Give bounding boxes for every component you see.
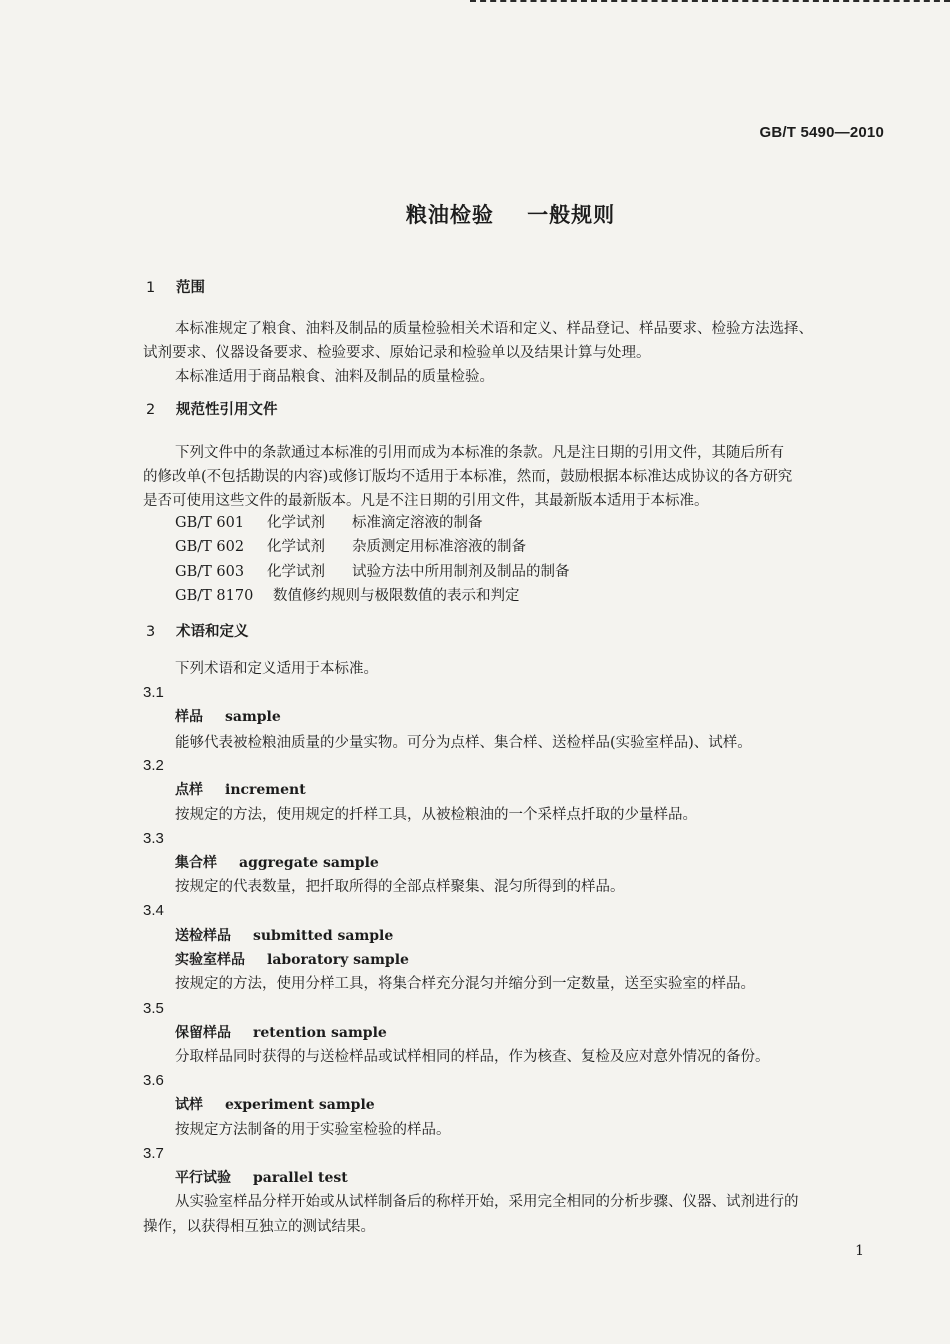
document-title: 粮油检验 一般规则 (405, 203, 616, 227)
term-zh: 样品 (175, 709, 203, 725)
term-heading (175, 854, 379, 872)
section-title: 范围 (176, 280, 205, 296)
term-en: submitted sample (253, 928, 394, 944)
clause-number: 3.4 (143, 902, 164, 919)
term-en: increment (225, 782, 306, 798)
term-heading (175, 1169, 348, 1187)
page-number: 1 (855, 1243, 864, 1259)
clause-number: 3.2 (143, 757, 164, 774)
term-zh: 点样 (175, 782, 203, 798)
term-definition: 按规定的方法，使用规定的扦样工具，从被检粮油的一个采样点扦取的少量样品。 (175, 807, 697, 823)
term-definition: 分取样品同时获得的与送检样品或试样相同的样品，作为核查、复检及应对意外情况的备份。 (175, 1049, 770, 1065)
refs-intro-line: 下列文件中的条款通过本标准的引用而成为本标准的条款。凡是注日期的引用文件，其随后所有 (175, 445, 784, 461)
term-definition: 从实验室样品分样开始或从试样制备后的称样开始，采用完全相同的分析步骤、仪器、试剂进行的 (175, 1194, 799, 1210)
term-definition: 按规定的代表数量，把扦取所得的全部点样聚集、混匀所得到的样品。 (175, 879, 625, 895)
reference-code: GB/T 601 (175, 515, 245, 531)
term-zh: 集合样 (175, 855, 217, 871)
refs-intro-line: 是否可使用这些文件的最新版本。凡是不注日期的引用文件，其最新版本适用于本标准。 (143, 493, 709, 509)
section-number: 1 (146, 280, 156, 296)
reference-title: 数值修约规则与极限数值的表示和判定 (273, 588, 520, 604)
reference-code: GB/T 603 (175, 564, 245, 580)
clause-number: 3.3 (143, 830, 164, 847)
term-zh: 实验室样品 (175, 952, 245, 968)
reference-code: GB/T 602 (175, 539, 245, 555)
term-en: parallel test (253, 1170, 348, 1186)
scope-paragraph-line: 试剂要求、仪器设备要求、检验要求、原始记录和检验单以及结果计算与处理。 (143, 345, 651, 361)
term-zh: 平行试验 (175, 1170, 231, 1186)
standard-code: GB/T 5490—2010 (759, 124, 884, 141)
term-definition: 操作，以获得相互独立的测试结果。 (143, 1219, 375, 1235)
section-number: 2 (146, 402, 156, 418)
term-heading (175, 1024, 387, 1042)
reference-title: 试验方法中所用制剂及制品的制备 (352, 564, 570, 580)
term-definition: 能够代表被检粮油质量的少量实物。可分为点样、集合样、送检样品(实验室样品)、试样。 (175, 735, 752, 751)
reference-item (175, 587, 520, 605)
section-1-heading (146, 279, 205, 297)
term-zh: 试样 (175, 1097, 203, 1113)
term-en: laboratory sample (267, 952, 409, 968)
term-heading (175, 708, 281, 726)
refs-intro-line: 的修改单(不包括勘误的内容)或修订版均不适用于本标准，然而，鼓励根据本标准达成协议的各方研究 (143, 469, 793, 485)
reference-category: 化学试剂 (267, 515, 325, 531)
reference-category: 化学试剂 (267, 564, 325, 580)
clause-number: 3.6 (143, 1072, 164, 1089)
term-en: retention sample (253, 1025, 387, 1041)
term-heading (175, 1096, 375, 1114)
terms-intro: 下列术语和定义适用于本标准。 (175, 661, 378, 677)
term-zh: 送检样品 (175, 928, 231, 944)
section-number: 3 (146, 624, 156, 640)
term-definition: 按规定的方法，使用分样工具，将集合样充分混匀并缩分到一定数量，送至实验室的样品。 (175, 976, 755, 992)
term-en: sample (225, 709, 281, 725)
term-en: aggregate sample (239, 855, 379, 871)
scope-paragraph-line: 本标准规定了粮食、油料及制品的质量检验相关术语和定义、样品登记、样品要求、检验方法选择、 (175, 321, 813, 337)
reference-title: 标准滴定溶液的制备 (352, 515, 483, 531)
clause-number: 3.7 (143, 1145, 164, 1162)
reference-code: GB/T 8170 (175, 588, 254, 604)
term-heading-alt (175, 951, 409, 969)
section-title: 规范性引用文件 (176, 402, 278, 418)
clause-number: 3.5 (143, 1000, 164, 1017)
section-title: 术语和定义 (176, 624, 249, 640)
reference-title: 杂质测定用标准溶液的制备 (352, 539, 526, 555)
term-heading (175, 781, 306, 799)
term-zh: 保留样品 (175, 1025, 231, 1041)
reference-item (175, 563, 570, 581)
reference-category: 化学试剂 (267, 539, 325, 555)
reference-item (175, 538, 526, 556)
clause-number: 3.1 (143, 684, 164, 701)
term-heading (175, 927, 393, 945)
term-definition: 按规定方法制备的用于实验室检验的样品。 (175, 1122, 451, 1138)
section-3-heading (146, 623, 249, 641)
reference-item (175, 514, 483, 532)
scope-paragraph: 本标准适用于商品粮食、油料及制品的质量检验。 (175, 369, 494, 385)
term-en: experiment sample (225, 1097, 375, 1113)
section-2-heading (146, 401, 278, 419)
top-border-rule (470, 0, 950, 2)
